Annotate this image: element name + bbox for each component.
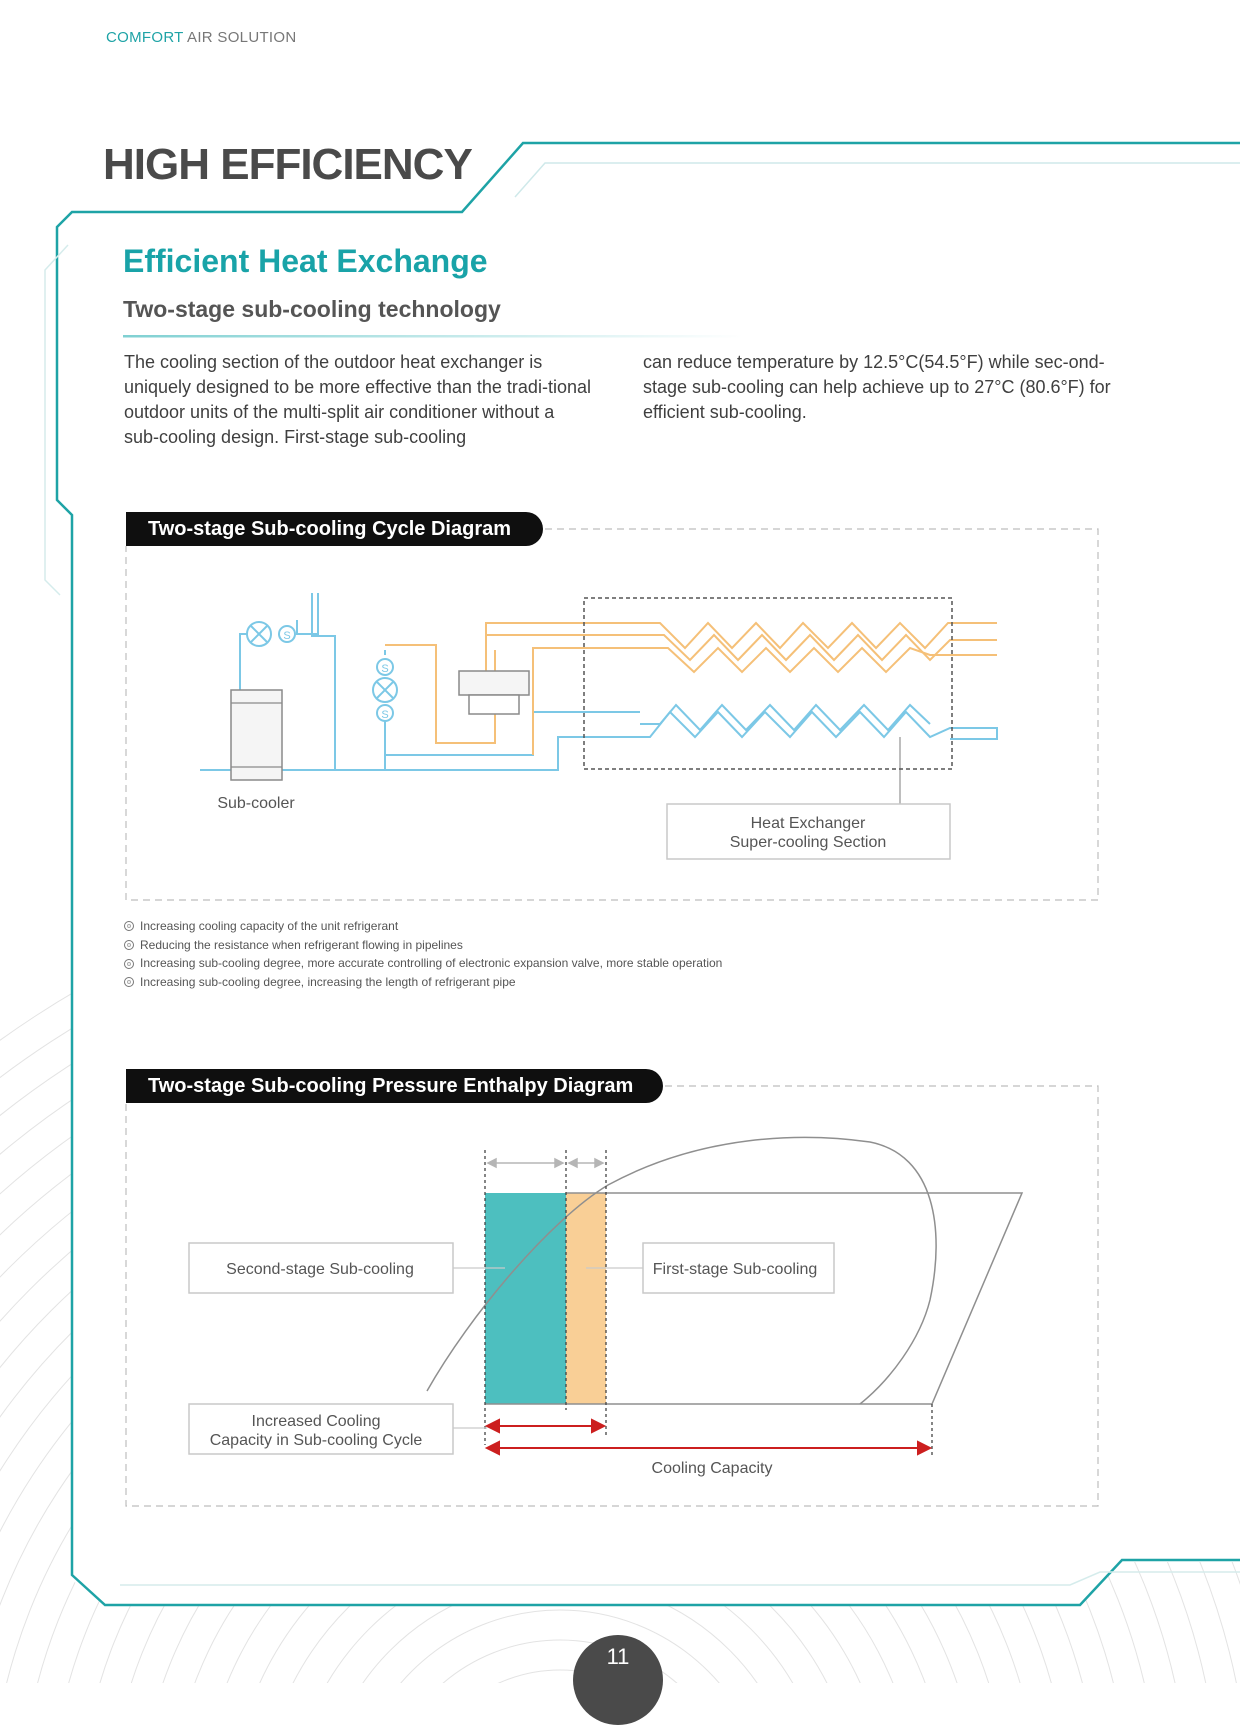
section-title: Efficient Heat Exchange — [123, 243, 488, 279]
second-stage-label: Second-stage Sub-cooling — [226, 1261, 414, 1278]
solenoid-label-2: S — [381, 663, 389, 675]
subcooler-label: Sub-cooler — [217, 795, 295, 812]
cooling-capacity-label: Cooling Capacity — [651, 1460, 773, 1477]
enthalpy-diagram-heading: Two-stage Sub-cooling Pressure Enthalpy Diagram — [126, 1069, 663, 1103]
page-number: 11 — [573, 1635, 663, 1725]
increased-capacity-label-line2: Capacity in Sub-cooling Cycle — [209, 1432, 423, 1449]
intro-paragraph-left: The cooling section of the outdoor heat exchanger is uniquely designed to be more effective than the tradi-tional outdoor units of the multi-split air conditioner without a sub-cooling design. First-stage sub-cooling — [124, 352, 591, 447]
capacity-arrows — [487, 1420, 930, 1454]
solenoid-label-1: S — [283, 630, 291, 642]
second-stage-region — [485, 1193, 566, 1404]
page-title: HIGH EFFICIENCY — [103, 140, 472, 189]
section-subtitle: Two-stage sub-cooling technology — [123, 296, 501, 322]
first-stage-label: First-stage Sub-cooling — [652, 1261, 818, 1278]
list-item: Increasing sub-cooling degree, more accurate controlling of electronic expansion valve, more stable operation — [124, 954, 722, 973]
solenoid-label-3: S — [381, 709, 389, 721]
heat-exchanger-label-line1: Heat Exchanger — [750, 815, 866, 832]
cycle-diagram-heading: Two-stage Sub-cooling Cycle Diagram — [126, 512, 543, 546]
list-item: Reducing the resistance when refrigerant flowing in pipelines — [124, 936, 722, 955]
heat-exchanger-label-line2: Super-cooling Section — [729, 834, 887, 851]
list-item: Increasing sub-cooling degree, increasing the length of refrigerant pipe — [124, 973, 722, 992]
first-stage-region — [566, 1193, 606, 1404]
increased-capacity-label-line1: Increased Cooling — [251, 1413, 381, 1430]
brand-rest: AIR SOLUTION — [187, 29, 297, 46]
stage-width-arrows — [488, 1159, 603, 1167]
list-item: Increasing cooling capacity of the unit refrigerant — [124, 917, 722, 936]
intro-paragraph-right: can reduce temperature by 12.5°C(54.5°F) while sec-ond-stage sub-cooling can help achieve up to 27°C (80.6°F) for efficient sub-cooling. — [643, 352, 1111, 422]
brand-accent: COMFORT — [106, 29, 184, 46]
